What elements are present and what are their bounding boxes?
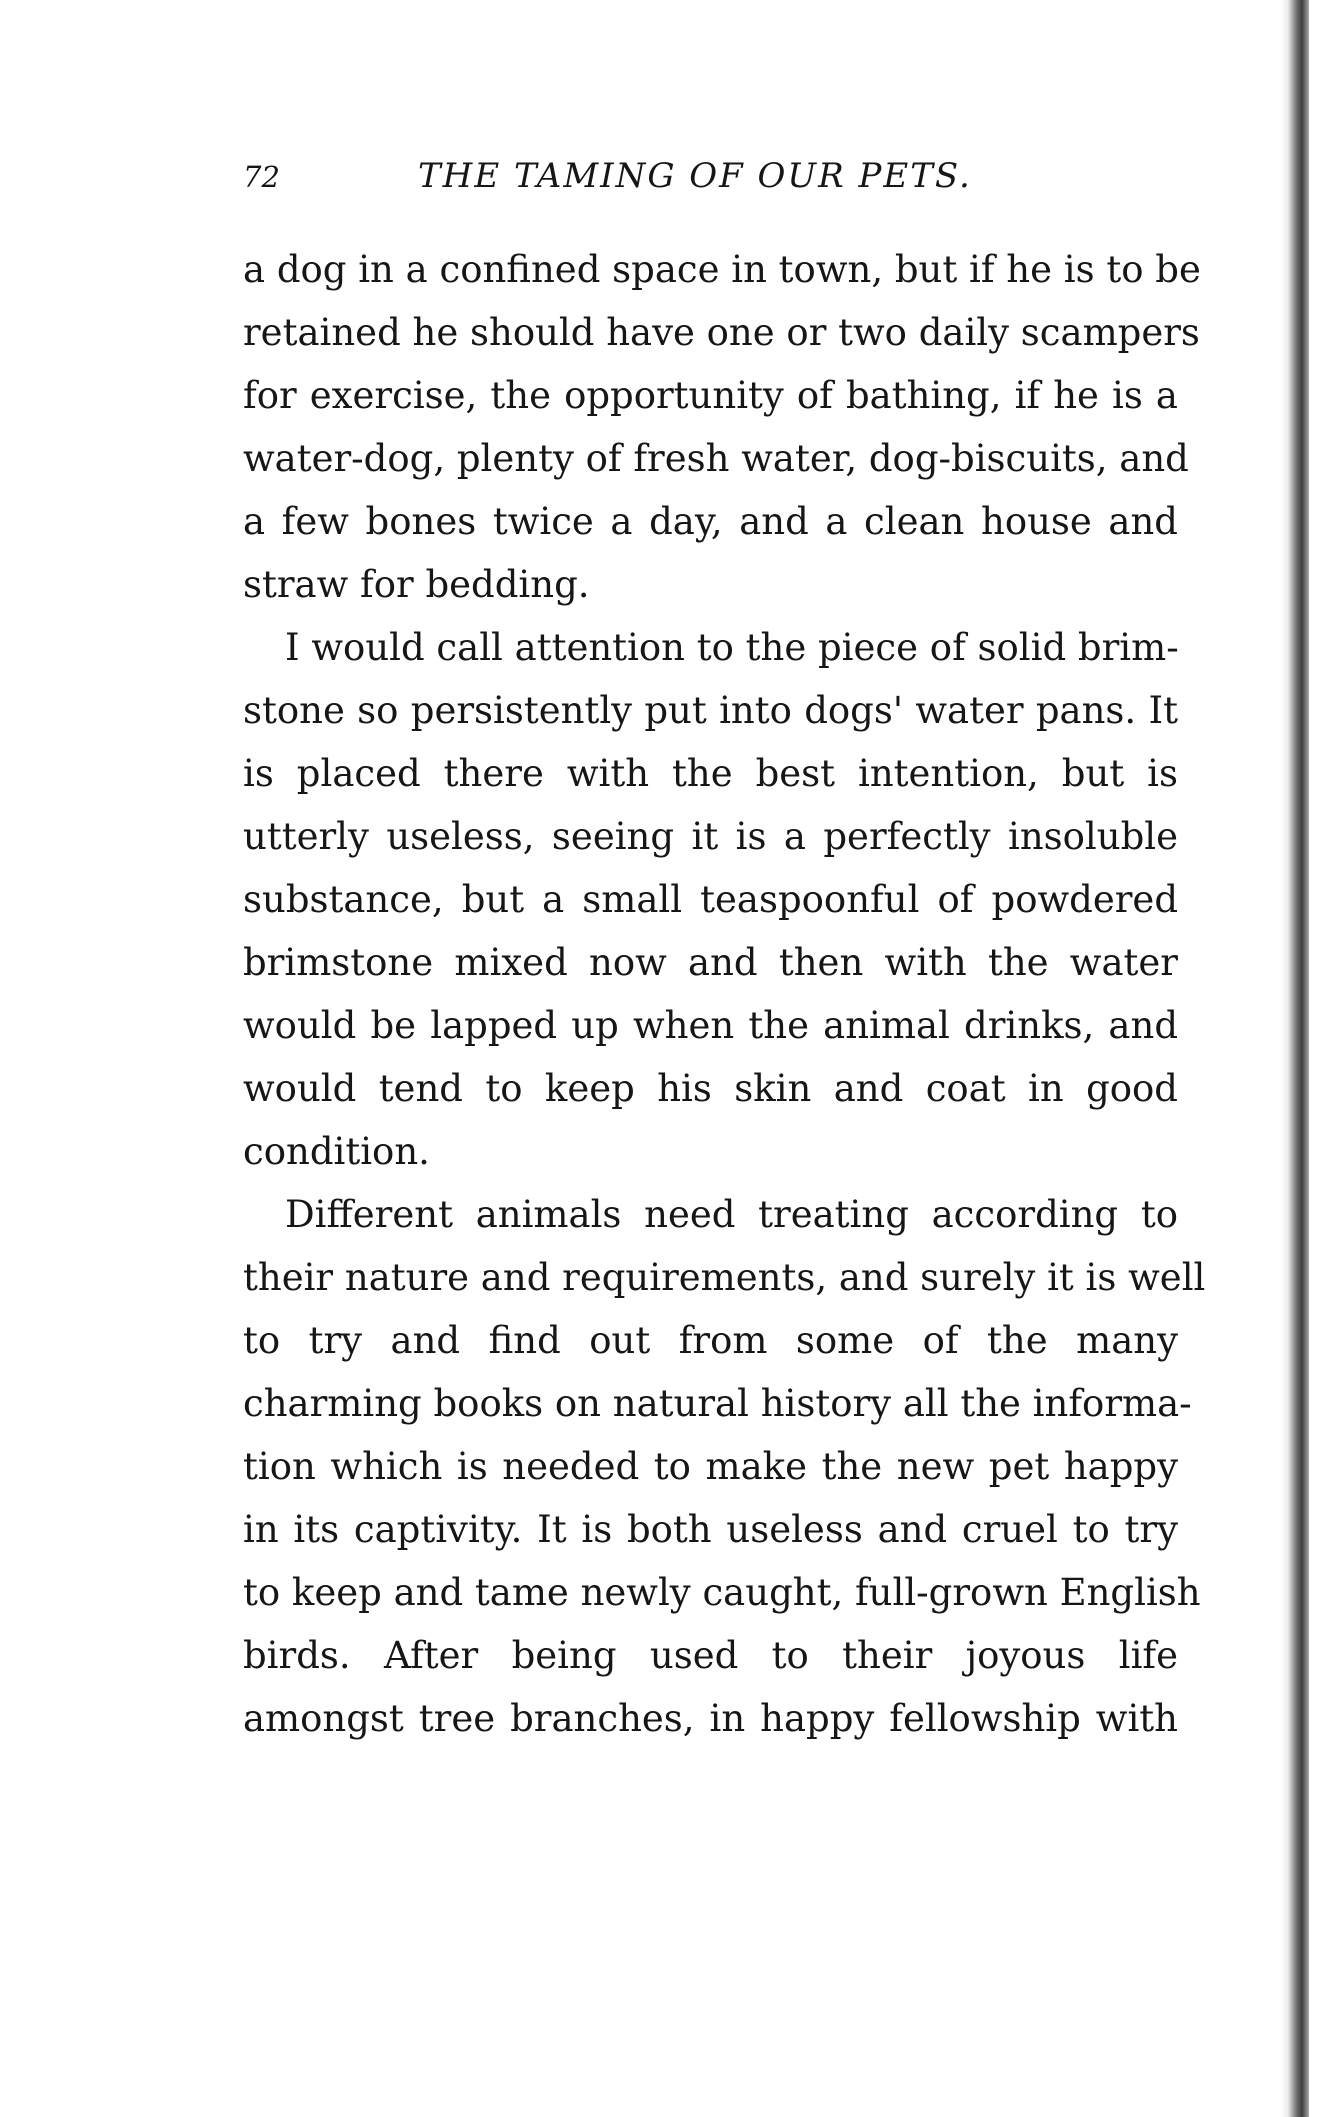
text-line: would tend to keep his skin and coat in good bbox=[243, 1067, 1178, 1110]
body-text bbox=[243, 238, 1206, 1750]
text-line: for exercise, the opportunity of bathing, if he is a bbox=[243, 374, 1178, 417]
paragraph-2 bbox=[243, 616, 1178, 1183]
paragraph-1 bbox=[243, 238, 1201, 616]
text-line: charming books on natural history all the informa- bbox=[243, 1382, 1192, 1425]
text-line: a few bones twice a day, and a clean house and bbox=[243, 500, 1178, 543]
binding-edge bbox=[1281, 0, 1309, 2117]
text-line: water-dog, plenty of fresh water, dog-biscuits, and bbox=[243, 437, 1189, 480]
page-number: 72 bbox=[243, 160, 280, 194]
text-line: condition. bbox=[243, 1130, 430, 1173]
text-line: retained he should have one or two daily scampers bbox=[243, 311, 1200, 354]
text-line: to keep and tame newly caught, full-grown English bbox=[243, 1571, 1201, 1614]
text-line: to try and find out from some of the many bbox=[243, 1319, 1178, 1362]
running-title: THE TAMING OF OUR PETS. bbox=[418, 156, 972, 196]
text-line: tion which is needed to make the new pet happy bbox=[243, 1445, 1178, 1488]
text-line: straw for bedding. bbox=[243, 563, 590, 606]
text-line: would be lapped up when the animal drinks, and bbox=[243, 1004, 1178, 1047]
text-line: substance, but a small teaspoonful of powdered bbox=[243, 878, 1178, 921]
page-header bbox=[243, 150, 1183, 210]
text-line: utterly useless, seeing it is a perfectly insoluble bbox=[243, 815, 1178, 858]
text-line: I would call attention to the piece of solid brim- bbox=[285, 626, 1179, 669]
text-line: brimstone mixed now and then with the water bbox=[243, 941, 1178, 984]
text-line: is placed there with the best intention, but is bbox=[243, 752, 1178, 795]
text-line: in its captivity. It is both useless and cruel to try bbox=[243, 1508, 1178, 1551]
paragraph-3 bbox=[243, 1183, 1206, 1750]
text-line: Different animals need treating according to bbox=[285, 1193, 1178, 1236]
text-line: birds. After being used to their joyous life bbox=[243, 1634, 1178, 1677]
text-line: stone so persistently put into dogs' water pans. It bbox=[243, 689, 1178, 732]
text-line: amongst tree branches, in happy fellowship with bbox=[243, 1697, 1178, 1740]
text-line: a dog in a confined space in town, but if he is to be bbox=[243, 248, 1201, 291]
text-line: their nature and requirements, and surely it is well bbox=[243, 1256, 1206, 1299]
